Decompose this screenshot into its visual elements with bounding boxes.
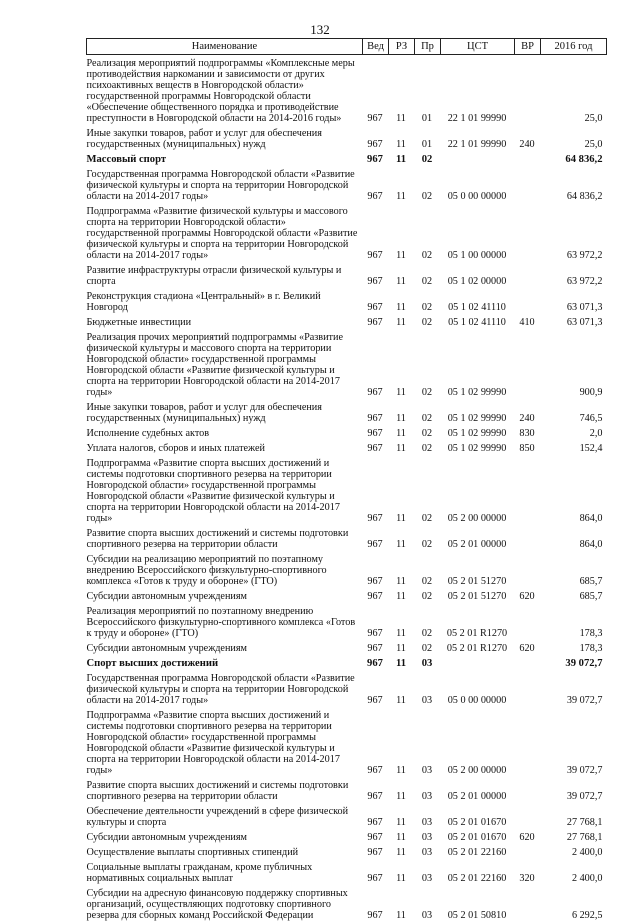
table-row bbox=[87, 885, 607, 922]
table-header-row bbox=[87, 39, 607, 55]
cell-cst: 05 2 01 R1270 bbox=[441, 603, 515, 640]
col-header-pr: Пр bbox=[415, 39, 441, 55]
cell-ved: 967 bbox=[363, 640, 389, 655]
cell-rz: 11 bbox=[389, 288, 415, 314]
cell-cst: 05 0 00 00000 bbox=[441, 670, 515, 707]
cell-ved: 967 bbox=[363, 707, 389, 777]
cell-vr bbox=[515, 803, 541, 829]
cell-name: Развитие спорта высших достижений и системы подготовки спортивного резерва на территории области bbox=[87, 525, 363, 551]
cell-ved: 967 bbox=[363, 262, 389, 288]
table-row bbox=[87, 329, 607, 399]
cell-pr: 02 bbox=[415, 455, 441, 525]
cell-pr: 03 bbox=[415, 859, 441, 885]
cell-name: Уплата налогов, сборов и иных платежей bbox=[87, 440, 363, 455]
cell-ved: 967 bbox=[363, 829, 389, 844]
col-header-name: Наименование bbox=[87, 39, 363, 55]
cell-sum: 25,0 bbox=[541, 125, 607, 151]
cell-name: Реализация прочих мероприятий подпрограммы «Развитие физической культуры и массового спорта на территории Новгородской области» государственной программы Новгородской области «Развитие физической культуры и спорта на территории Новгородской области на 2014-2017 годы» bbox=[87, 329, 363, 399]
cell-pr: 02 bbox=[415, 603, 441, 640]
cell-rz: 11 bbox=[389, 262, 415, 288]
cell-cst: 05 2 00 00000 bbox=[441, 455, 515, 525]
cell-ved: 967 bbox=[363, 399, 389, 425]
cell-rz: 11 bbox=[389, 640, 415, 655]
table-row bbox=[87, 166, 607, 203]
table-row bbox=[87, 707, 607, 777]
cell-name: Реализация мероприятий по поэтапному внедрению Всероссийского физкультурно-спортивного комплекса «Готов к труду и обороне» (ГТО) bbox=[87, 603, 363, 640]
cell-rz: 11 bbox=[389, 777, 415, 803]
cell-cst: 05 1 02 99990 bbox=[441, 329, 515, 399]
cell-rz: 11 bbox=[389, 803, 415, 829]
budget-table bbox=[86, 38, 607, 922]
cell-vr: 620 bbox=[515, 829, 541, 844]
cell-name: Осуществление выплаты спортивных стипендий bbox=[87, 844, 363, 859]
cell-sum: 63 071,3 bbox=[541, 314, 607, 329]
cell-cst: 05 2 00 00000 bbox=[441, 707, 515, 777]
table-row bbox=[87, 288, 607, 314]
cell-cst: 05 2 01 R1270 bbox=[441, 640, 515, 655]
cell-cst: 05 2 01 00000 bbox=[441, 777, 515, 803]
cell-rz: 11 bbox=[389, 859, 415, 885]
cell-rz: 11 bbox=[389, 314, 415, 329]
cell-rz: 11 bbox=[389, 455, 415, 525]
cell-name: Социальные выплаты гражданам, кроме публичных нормативных социальных выплат bbox=[87, 859, 363, 885]
table-row bbox=[87, 399, 607, 425]
table-row bbox=[87, 525, 607, 551]
cell-name: Субсидии автономным учреждениям bbox=[87, 829, 363, 844]
budget-table-container bbox=[86, 38, 606, 922]
table-row bbox=[87, 859, 607, 885]
cell-rz: 11 bbox=[389, 151, 415, 166]
cell-sum: 39 072,7 bbox=[541, 655, 607, 670]
cell-sum: 2 400,0 bbox=[541, 859, 607, 885]
table-row bbox=[87, 844, 607, 859]
table-row bbox=[87, 655, 607, 670]
cell-pr: 02 bbox=[415, 640, 441, 655]
cell-rz: 11 bbox=[389, 125, 415, 151]
cell-cst: 05 0 00 00000 bbox=[441, 166, 515, 203]
cell-ved: 967 bbox=[363, 203, 389, 262]
cell-vr: 620 bbox=[515, 640, 541, 655]
cell-pr: 03 bbox=[415, 803, 441, 829]
col-header-ved: Вед bbox=[363, 39, 389, 55]
table-body bbox=[87, 55, 607, 922]
cell-vr bbox=[515, 151, 541, 166]
table-row bbox=[87, 151, 607, 166]
cell-sum: 6 292,5 bbox=[541, 885, 607, 922]
cell-sum: 63 972,2 bbox=[541, 262, 607, 288]
cell-vr: 240 bbox=[515, 125, 541, 151]
cell-pr: 02 bbox=[415, 399, 441, 425]
cell-cst: 05 2 01 00000 bbox=[441, 525, 515, 551]
cell-sum: 685,7 bbox=[541, 588, 607, 603]
cell-name: Государственная программа Новгородской области «Развитие физической культуры и спорта на территории Новгородской области на 2014-2017 годы» bbox=[87, 670, 363, 707]
cell-sum: 39 072,7 bbox=[541, 777, 607, 803]
table-row bbox=[87, 777, 607, 803]
cell-ved: 967 bbox=[363, 670, 389, 707]
cell-vr bbox=[515, 885, 541, 922]
table-row bbox=[87, 829, 607, 844]
cell-ved: 967 bbox=[363, 125, 389, 151]
cell-cst: 22 1 01 99990 bbox=[441, 125, 515, 151]
cell-sum: 864,0 bbox=[541, 525, 607, 551]
cell-sum: 64 836,2 bbox=[541, 166, 607, 203]
cell-cst: 05 2 01 22160 bbox=[441, 844, 515, 859]
cell-pr: 02 bbox=[415, 288, 441, 314]
cell-name: Субсидии на адресную финансовую поддержку спортивных организаций, осуществляющих подготовку спортивного резерва для сборных команд Российской Федерации bbox=[87, 885, 363, 922]
cell-rz: 11 bbox=[389, 670, 415, 707]
cell-vr bbox=[515, 455, 541, 525]
table-row bbox=[87, 603, 607, 640]
cell-ved: 967 bbox=[363, 55, 389, 126]
cell-pr: 02 bbox=[415, 425, 441, 440]
cell-vr: 830 bbox=[515, 425, 541, 440]
cell-pr: 03 bbox=[415, 844, 441, 859]
cell-cst: 05 2 01 01670 bbox=[441, 803, 515, 829]
cell-rz: 11 bbox=[389, 588, 415, 603]
cell-name: Реализация мероприятий подпрограммы «Комплексные меры противодействия наркомании и зависимости от других психоактивных веществ в Новгородской области» государственной программы Новгородской области «Обеспечение общественного порядка и противодействие преступности в Новгородской области на 2014-2016 годы» bbox=[87, 55, 363, 126]
cell-name: Иные закупки товаров, работ и услуг для обеспечения государственных (муниципальных) нужд bbox=[87, 125, 363, 151]
cell-cst: 05 2 01 01670 bbox=[441, 829, 515, 844]
cell-pr: 02 bbox=[415, 314, 441, 329]
table-row bbox=[87, 640, 607, 655]
cell-ved: 967 bbox=[363, 803, 389, 829]
cell-rz: 11 bbox=[389, 603, 415, 640]
cell-sum: 39 072,7 bbox=[541, 707, 607, 777]
table-row bbox=[87, 455, 607, 525]
cell-sum: 152,4 bbox=[541, 440, 607, 455]
cell-ved: 967 bbox=[363, 655, 389, 670]
cell-vr: 240 bbox=[515, 399, 541, 425]
cell-vr bbox=[515, 655, 541, 670]
cell-sum: 746,5 bbox=[541, 399, 607, 425]
cell-pr: 02 bbox=[415, 203, 441, 262]
cell-cst bbox=[441, 655, 515, 670]
cell-vr bbox=[515, 844, 541, 859]
cell-ved: 967 bbox=[363, 166, 389, 203]
cell-name: Реконструкция стадиона «Центральный» в г. Великий Новгород bbox=[87, 288, 363, 314]
cell-name: Подпрограмма «Развитие спорта высших достижений и системы подготовки спортивного резерва на территории Новгородской области» государственной программы Новгородской области «Развитие физической культуры и спорта на территории Новгородской области на 2014-2017 годы» bbox=[87, 455, 363, 525]
cell-cst: 05 2 01 51270 bbox=[441, 588, 515, 603]
cell-name: Массовый спорт bbox=[87, 151, 363, 166]
cell-name: Обеспечение деятельности учреждений в сфере физической культуры и спорта bbox=[87, 803, 363, 829]
cell-rz: 11 bbox=[389, 885, 415, 922]
col-header-year: 2016 год bbox=[541, 39, 607, 55]
cell-vr: 320 bbox=[515, 859, 541, 885]
cell-name: Иные закупки товаров, работ и услуг для обеспечения государственных (муниципальных) нужд bbox=[87, 399, 363, 425]
cell-pr: 02 bbox=[415, 262, 441, 288]
cell-name: Исполнение судебных актов bbox=[87, 425, 363, 440]
cell-sum: 27 768,1 bbox=[541, 829, 607, 844]
cell-vr bbox=[515, 670, 541, 707]
cell-pr: 01 bbox=[415, 55, 441, 126]
cell-name: Подпрограмма «Развитие физической культуры и массового спорта на территории Новгородской области» государственной программы Новгородской области «Развитие физической культуры и спорта на территории Новгородской области на 2014-2017 годы» bbox=[87, 203, 363, 262]
table-row bbox=[87, 125, 607, 151]
cell-sum: 178,3 bbox=[541, 603, 607, 640]
cell-sum: 27 768,1 bbox=[541, 803, 607, 829]
cell-pr: 02 bbox=[415, 551, 441, 588]
cell-pr: 02 bbox=[415, 525, 441, 551]
cell-rz: 11 bbox=[389, 203, 415, 262]
cell-vr bbox=[515, 777, 541, 803]
cell-sum: 864,0 bbox=[541, 455, 607, 525]
col-header-vr: ВР bbox=[515, 39, 541, 55]
cell-cst: 05 2 01 22160 bbox=[441, 859, 515, 885]
cell-name: Субсидии автономным учреждениям bbox=[87, 640, 363, 655]
cell-vr bbox=[515, 55, 541, 126]
cell-vr bbox=[515, 262, 541, 288]
cell-rz: 11 bbox=[389, 551, 415, 588]
table-row bbox=[87, 803, 607, 829]
cell-rz: 11 bbox=[389, 329, 415, 399]
cell-sum: 685,7 bbox=[541, 551, 607, 588]
cell-sum: 178,3 bbox=[541, 640, 607, 655]
cell-rz: 11 bbox=[389, 166, 415, 203]
cell-name: Подпрограмма «Развитие спорта высших достижений и системы подготовки спортивного резерва на территории Новгородской области» государственной программы Новгородской области «Развитие физической культуры и спорта на территории Новгородской области на 2014-2017 годы» bbox=[87, 707, 363, 777]
cell-pr: 03 bbox=[415, 670, 441, 707]
cell-sum: 2,0 bbox=[541, 425, 607, 440]
cell-pr: 03 bbox=[415, 655, 441, 670]
cell-rz: 11 bbox=[389, 844, 415, 859]
table-row bbox=[87, 203, 607, 262]
cell-cst: 05 1 02 41110 bbox=[441, 314, 515, 329]
cell-name: Развитие спорта высших достижений и системы подготовки спортивного резерва на территории области bbox=[87, 777, 363, 803]
cell-cst: 05 2 01 50810 bbox=[441, 885, 515, 922]
col-header-cst: ЦСТ bbox=[441, 39, 515, 55]
cell-rz: 11 bbox=[389, 399, 415, 425]
cell-rz: 11 bbox=[389, 525, 415, 551]
cell-cst: 05 1 02 99990 bbox=[441, 399, 515, 425]
cell-cst: 05 1 02 00000 bbox=[441, 262, 515, 288]
cell-ved: 967 bbox=[363, 525, 389, 551]
table-row bbox=[87, 670, 607, 707]
cell-cst: 05 1 02 41110 bbox=[441, 288, 515, 314]
cell-ved: 967 bbox=[363, 603, 389, 640]
table-row bbox=[87, 440, 607, 455]
cell-rz: 11 bbox=[389, 655, 415, 670]
cell-ved: 967 bbox=[363, 777, 389, 803]
cell-vr bbox=[515, 288, 541, 314]
table-row bbox=[87, 425, 607, 440]
cell-name: Субсидии на реализацию мероприятий по поэтапному внедрению Всероссийского физкультурно-спортивного комплекса «Готов к труду и обороне» (ГТО) bbox=[87, 551, 363, 588]
table-row bbox=[87, 262, 607, 288]
cell-sum: 63 071,3 bbox=[541, 288, 607, 314]
cell-vr: 620 bbox=[515, 588, 541, 603]
cell-rz: 11 bbox=[389, 425, 415, 440]
cell-ved: 967 bbox=[363, 455, 389, 525]
cell-ved: 967 bbox=[363, 151, 389, 166]
cell-ved: 967 bbox=[363, 288, 389, 314]
col-header-rz: РЗ bbox=[389, 39, 415, 55]
cell-sum: 25,0 bbox=[541, 55, 607, 126]
cell-name: Спорт высших достижений bbox=[87, 655, 363, 670]
cell-sum: 39 072,7 bbox=[541, 670, 607, 707]
cell-sum: 2 400,0 bbox=[541, 844, 607, 859]
cell-name: Субсидии автономным учреждениям bbox=[87, 588, 363, 603]
cell-pr: 02 bbox=[415, 440, 441, 455]
cell-pr: 03 bbox=[415, 707, 441, 777]
cell-pr: 03 bbox=[415, 777, 441, 803]
cell-cst: 05 1 02 99990 bbox=[441, 425, 515, 440]
cell-pr: 02 bbox=[415, 166, 441, 203]
cell-pr: 02 bbox=[415, 588, 441, 603]
table-row bbox=[87, 55, 607, 126]
cell-rz: 11 bbox=[389, 440, 415, 455]
cell-ved: 967 bbox=[363, 885, 389, 922]
cell-cst: 05 2 01 51270 bbox=[441, 551, 515, 588]
cell-pr: 03 bbox=[415, 885, 441, 922]
cell-vr bbox=[515, 525, 541, 551]
cell-vr bbox=[515, 203, 541, 262]
cell-vr bbox=[515, 707, 541, 777]
cell-rz: 11 bbox=[389, 829, 415, 844]
table-row bbox=[87, 588, 607, 603]
cell-cst: 05 1 00 00000 bbox=[441, 203, 515, 262]
cell-rz: 11 bbox=[389, 55, 415, 126]
cell-cst: 05 1 02 99990 bbox=[441, 440, 515, 455]
cell-ved: 967 bbox=[363, 859, 389, 885]
cell-vr bbox=[515, 329, 541, 399]
cell-ved: 967 bbox=[363, 440, 389, 455]
cell-sum: 64 836,2 bbox=[541, 151, 607, 166]
cell-vr: 850 bbox=[515, 440, 541, 455]
cell-name: Государственная программа Новгородской области «Развитие физической культуры и спорта на территории Новгородской области на 2014-2017 годы» bbox=[87, 166, 363, 203]
cell-sum: 900,9 bbox=[541, 329, 607, 399]
cell-sum: 63 972,2 bbox=[541, 203, 607, 262]
cell-cst: 22 1 01 99990 bbox=[441, 55, 515, 126]
page-number: 132 bbox=[0, 22, 640, 38]
cell-rz: 11 bbox=[389, 707, 415, 777]
cell-ved: 967 bbox=[363, 314, 389, 329]
cell-ved: 967 bbox=[363, 329, 389, 399]
cell-name: Развитие инфраструктуры отрасли физической культуры и спорта bbox=[87, 262, 363, 288]
cell-pr: 01 bbox=[415, 125, 441, 151]
cell-pr: 02 bbox=[415, 329, 441, 399]
cell-pr: 02 bbox=[415, 151, 441, 166]
cell-name: Бюджетные инвестиции bbox=[87, 314, 363, 329]
cell-ved: 967 bbox=[363, 425, 389, 440]
cell-vr bbox=[515, 551, 541, 588]
cell-pr: 03 bbox=[415, 829, 441, 844]
cell-ved: 967 bbox=[363, 844, 389, 859]
table-row bbox=[87, 551, 607, 588]
cell-vr bbox=[515, 166, 541, 203]
cell-vr bbox=[515, 603, 541, 640]
table-row bbox=[87, 314, 607, 329]
cell-vr: 410 bbox=[515, 314, 541, 329]
cell-cst bbox=[441, 151, 515, 166]
cell-ved: 967 bbox=[363, 551, 389, 588]
cell-ved: 967 bbox=[363, 588, 389, 603]
